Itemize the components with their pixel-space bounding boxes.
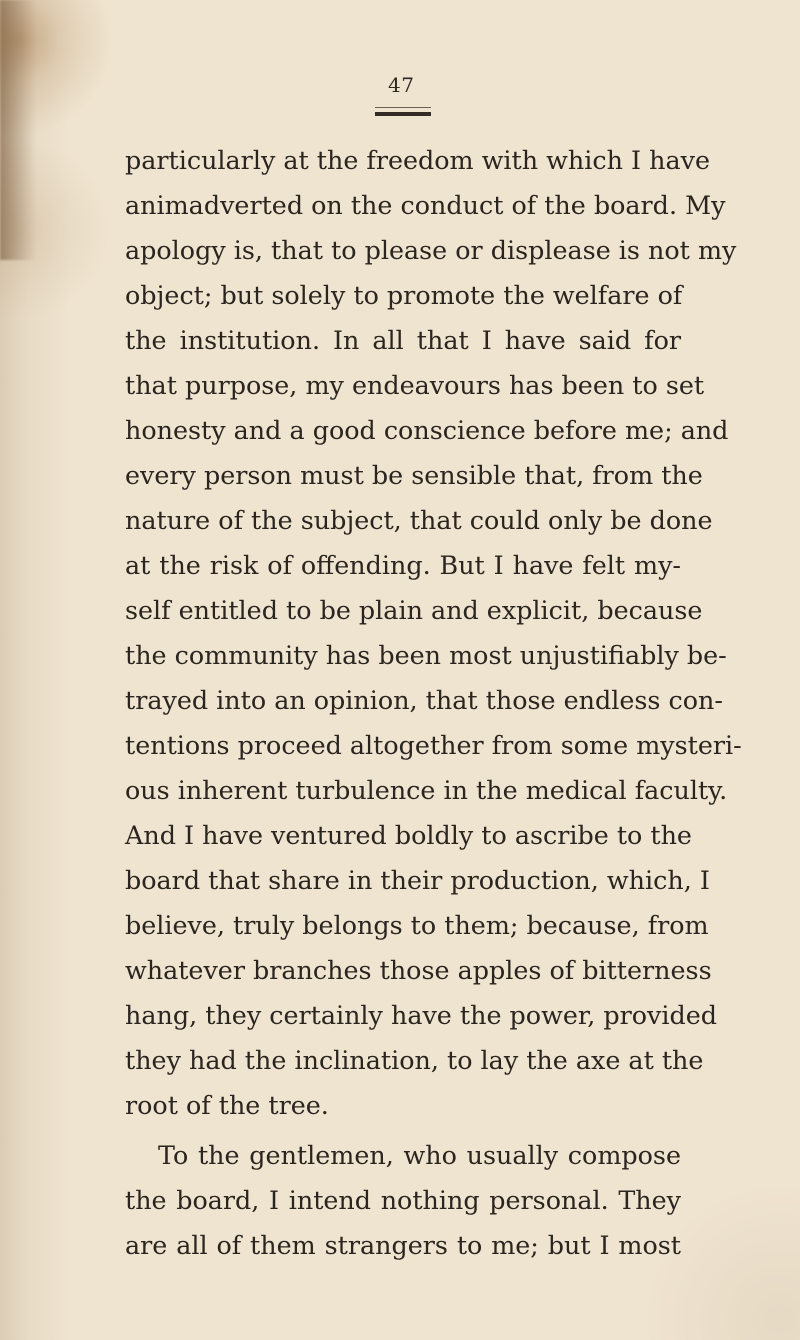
text-line: hang, they certainly have the power, provided bbox=[125, 1000, 718, 1030]
text-line: that purpose, my endeavours has been to set bbox=[125, 370, 705, 400]
text-line: self entitled to be plain and explicit, because bbox=[125, 595, 703, 625]
text-line: object; but solely to promote the welfare of bbox=[125, 280, 683, 310]
text-line: at the risk of offending. But I have felt my- bbox=[125, 550, 681, 580]
text-line: are all of them strangers to me; but I most bbox=[125, 1230, 681, 1260]
text-line: trayed into an opinion, that those endless con- bbox=[125, 685, 723, 715]
page-number: 47 bbox=[388, 73, 415, 97]
text-line: nature of the subject, that could only be done bbox=[125, 505, 713, 535]
text-line: tentions proceed altogether from some mysteri- bbox=[125, 730, 742, 760]
text-line: they had the inclination, to lay the axe at the bbox=[125, 1045, 704, 1075]
text-line: the institution. In all that I have said for bbox=[125, 325, 681, 355]
text-line: And I have ventured boldly to ascribe to the bbox=[125, 820, 692, 850]
text-line: apology is, that to please or displease is not my bbox=[125, 235, 737, 265]
text-line: every person must be sensible that, from the bbox=[125, 460, 703, 490]
text-line: To the gentlemen, who usually compose bbox=[158, 1140, 681, 1170]
text-line: believe, truly belongs to them; because, from bbox=[125, 910, 709, 940]
text-line: particularly at the freedom with which I have bbox=[125, 145, 710, 175]
text-line: the board, I intend nothing personal. They bbox=[125, 1185, 681, 1215]
decorative-rule bbox=[375, 112, 431, 116]
text-line: animadverted on the conduct of the board. My bbox=[125, 190, 726, 220]
text-line: board that share in their production, which, I bbox=[125, 865, 710, 895]
text-line: ous inherent turbulence in the medical faculty. bbox=[125, 775, 728, 805]
page-edge-stain bbox=[0, 0, 36, 260]
text-line: whatever branches those apples of bitterness bbox=[125, 955, 712, 985]
text-line: honesty and a good conscience before me; and bbox=[125, 415, 729, 445]
text-line: root of the tree. bbox=[125, 1090, 329, 1120]
text-line: the community has been most unjustifiably be- bbox=[125, 640, 727, 670]
